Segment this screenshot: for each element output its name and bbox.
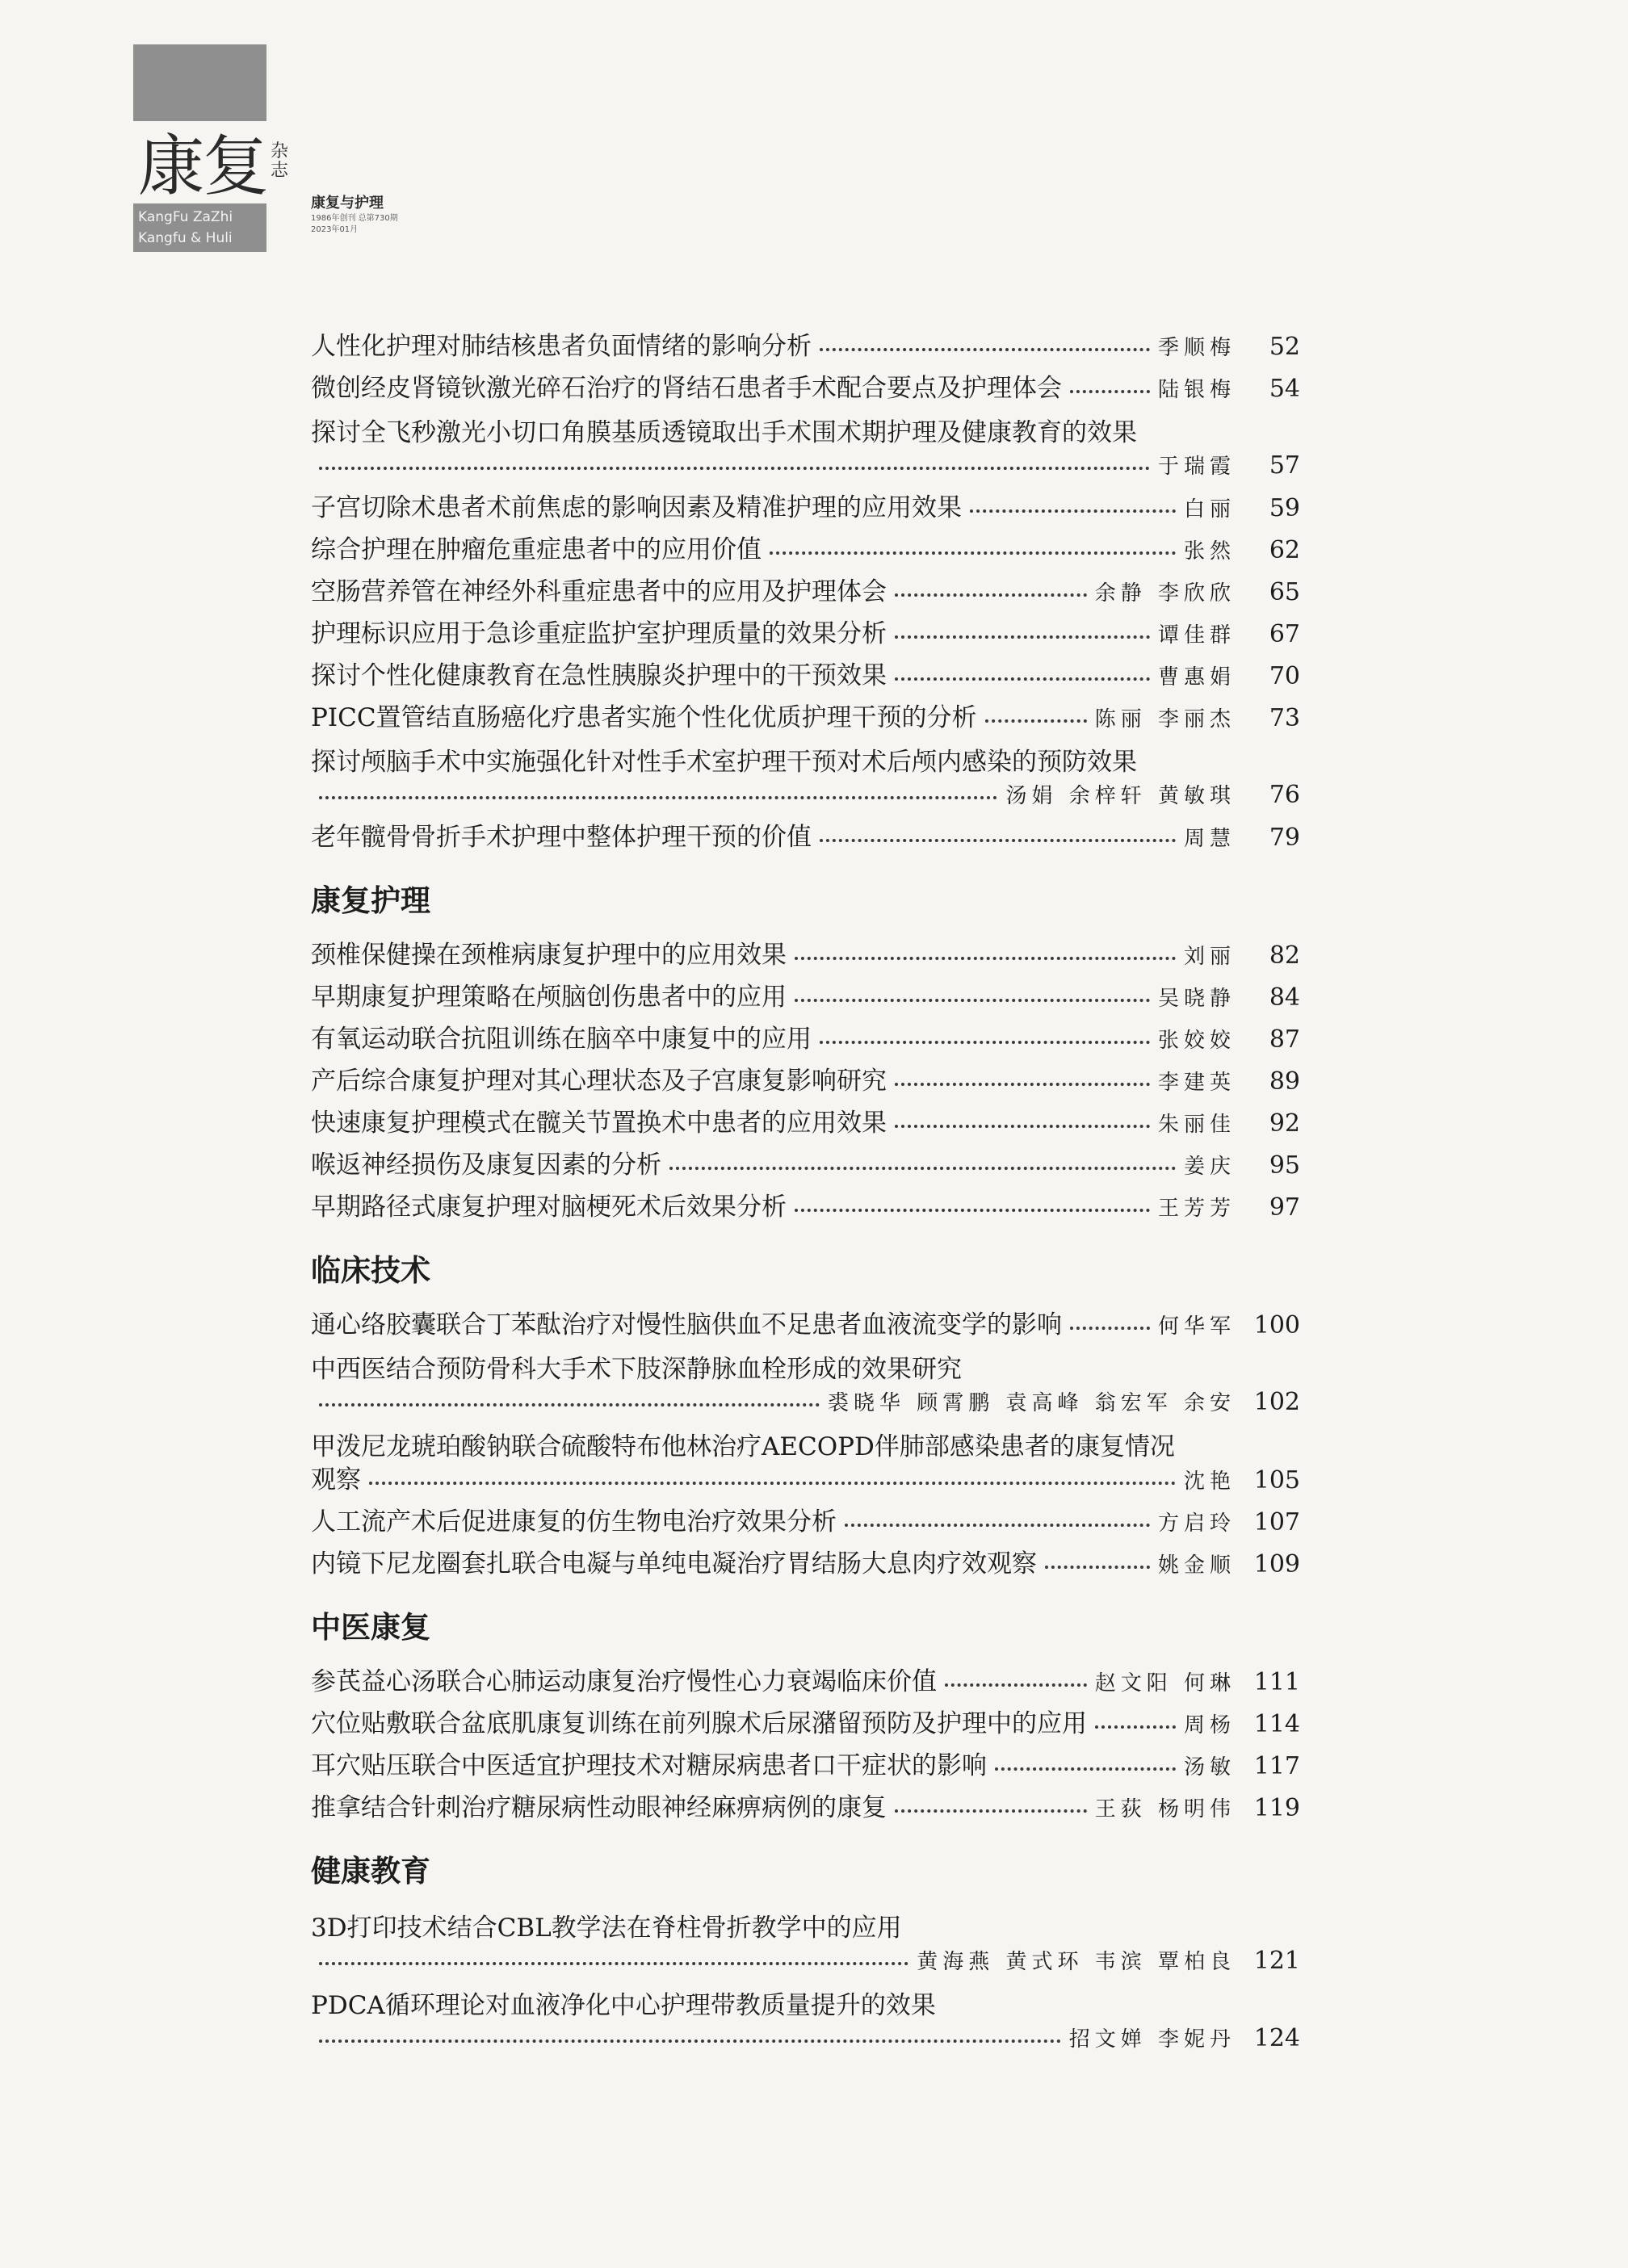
entry-title: 探讨个性化健康教育在急性胰腺炎护理中的干预效果 [311, 661, 887, 690]
entry-authors: 姚金顺 [1157, 1553, 1236, 1578]
entry-page: 111 [1253, 1668, 1300, 1696]
entry-title: 探讨颅脑手术中实施强化针对性手术室护理干预对术后颅内感染的预防效果 [311, 748, 1137, 777]
toc-entry[interactable] [311, 1192, 1300, 1222]
dot-leader [669, 1167, 1176, 1170]
masthead-pinyin-line1: KangFu ZaZhi [138, 209, 233, 225]
entry-page: 97 [1269, 1193, 1300, 1222]
table-of-contents [311, 331, 1300, 2065]
toc-entry[interactable] [311, 1066, 1300, 1096]
masthead-title-row [133, 121, 289, 210]
toc-entry[interactable] [311, 373, 1300, 404]
entry-title: PDCA循环理论对血液净化中心护理带教质量提升的效果 [311, 1991, 936, 2020]
toc-entry[interactable] [311, 1108, 1300, 1138]
entry-authors: 于瑞霞 [1157, 455, 1236, 479]
toc-entry[interactable] [311, 702, 1300, 733]
entry-title: 中西医结合预防骨科大手术下肢深静脉血栓形成的效果研究 [311, 1355, 962, 1384]
entry-page: 107 [1253, 1508, 1300, 1536]
entry-page: 114 [1253, 1710, 1300, 1738]
entry-title-line2: 观察 [311, 1465, 361, 1495]
toc-entry[interactable] [311, 1988, 1300, 2054]
dot-leader [1045, 1566, 1150, 1569]
entry-page: 76 [1269, 781, 1300, 809]
dot-leader [820, 839, 1176, 842]
entry-page: 70 [1269, 662, 1300, 690]
entry-page: 121 [1253, 1947, 1300, 1975]
entry-authors: 黄海燕 黄式环 韦滨 覃柏良 [917, 1950, 1236, 1974]
entry-authors: 白丽 [1183, 497, 1236, 522]
toc-entry[interactable] [311, 982, 1300, 1012]
dot-leader [970, 509, 1176, 513]
entry-page: 95 [1269, 1151, 1300, 1180]
masthead-pinyin-line2: Kangfu & Huli [138, 230, 233, 246]
section-heading: 康复护理 [311, 883, 430, 918]
dot-leader [369, 1482, 1176, 1485]
entry-title: 3D打印技术结合CBL教学法在脊柱骨折教学中的应用 [311, 1914, 902, 1943]
entry-page: 100 [1253, 1311, 1300, 1339]
dot-leader [895, 1083, 1150, 1086]
entry-authors: 吴晓静 [1157, 987, 1236, 1011]
dot-leader [795, 957, 1176, 960]
entry-page: 52 [1269, 333, 1300, 361]
dot-leader [1070, 1327, 1150, 1330]
dot-leader [820, 348, 1150, 351]
entry-page: 73 [1269, 704, 1300, 732]
toc-entry[interactable] [311, 1352, 1300, 1418]
entry-title: 参芪益心汤联合心肺运动康复治疗慢性心力衰竭临床价值 [311, 1667, 937, 1696]
dot-leader [895, 635, 1150, 639]
dot-leader [895, 593, 1087, 597]
entry-page: 62 [1269, 536, 1300, 564]
dot-leader [795, 1209, 1150, 1212]
toc-entry[interactable] [311, 1549, 1300, 1579]
entry-page: 65 [1269, 578, 1300, 606]
dot-leader [895, 1809, 1087, 1813]
entry-page: 67 [1269, 620, 1300, 648]
dot-leader [820, 1041, 1150, 1044]
entry-title: 探讨全飞秒激光小切口角膜基质透镜取出手术围术期护理及健康教育的效果 [311, 418, 1137, 447]
toc-entry[interactable] [311, 1910, 1300, 1977]
entry-title: 子宫切除术患者术前焦虑的影响因素及精准护理的应用效果 [311, 493, 962, 522]
entry-page: 109 [1253, 1550, 1300, 1578]
dot-leader [995, 1767, 1176, 1771]
toc-entry[interactable] [311, 1429, 1300, 1495]
entry-authors: 余静 李欣欣 [1094, 581, 1236, 606]
toc-entry[interactable] [311, 576, 1300, 607]
dot-leader [319, 1403, 820, 1406]
toc-entry[interactable] [311, 1666, 1300, 1697]
journal-date: 2023年01月 [311, 225, 359, 234]
entry-authors: 李建英 [1157, 1071, 1236, 1095]
entry-title: 通心络胶囊联合丁苯酞治疗对慢性脑供血不足患者血液流变学的影响 [311, 1310, 1062, 1339]
entry-title: 颈椎保健操在颈椎病康复护理中的应用效果 [311, 941, 787, 970]
dot-leader [319, 796, 997, 799]
entry-title: 人性化护理对肺结核患者负面情绪的影响分析 [311, 332, 812, 361]
masthead-logo-block [133, 44, 266, 121]
dot-leader [770, 551, 1176, 555]
toc-entry[interactable] [311, 660, 1300, 691]
entry-title: 快速康复护理模式在髋关节置换术中患者的应用效果 [311, 1109, 887, 1138]
entry-page: 117 [1253, 1752, 1300, 1780]
toc-entry[interactable] [311, 1507, 1300, 1537]
entry-title: 护理标识应用于急诊重症监护室护理质量的效果分析 [311, 619, 887, 648]
entry-title: 推拿结合针刺治疗糖尿病性动眼神经麻痹病例的康复 [311, 1793, 887, 1822]
entry-page: 84 [1269, 983, 1300, 1012]
masthead-info [311, 194, 398, 236]
entry-authors: 王荻 杨明伟 [1094, 1797, 1236, 1822]
entry-authors: 朱丽佳 [1157, 1113, 1236, 1137]
toc-entry[interactable] [311, 1150, 1300, 1180]
section-heading: 健康教育 [311, 1854, 430, 1889]
entry-title: 早期路径式康复护理对脑梗死术后效果分析 [311, 1193, 787, 1222]
entry-page: 89 [1269, 1067, 1300, 1096]
entry-page: 124 [1253, 2024, 1300, 2052]
section-heading: 临床技术 [311, 1253, 430, 1288]
entry-title-line1: 甲泼尼龙琥珀酸钠联合硫酸特布他林治疗AECOPD伴肺部感染患者的康复情况 [311, 1432, 1175, 1461]
entry-title: 喉返神经损伤及康复因素的分析 [311, 1151, 661, 1180]
entry-authors: 陆银梅 [1157, 378, 1236, 402]
entry-title: 耳穴贴压联合中医适宜护理技术对糖尿病患者口干症状的影响 [311, 1751, 987, 1780]
dot-leader [319, 1962, 908, 1965]
entry-authors: 张然 [1183, 539, 1236, 564]
dot-leader [895, 677, 1150, 681]
dot-leader [845, 1524, 1150, 1527]
dot-leader [945, 1683, 1087, 1687]
toc-entry[interactable] [311, 415, 1300, 481]
entry-page: 119 [1253, 1794, 1300, 1822]
toc-entry[interactable] [311, 535, 1300, 565]
dot-leader [319, 467, 1150, 470]
entry-title: 内镜下尼龙圈套扎联合电凝与单纯电凝治疗胃结肠大息肉疗效观察 [311, 1549, 1037, 1578]
entry-title: 人工流产术后促进康复的仿生物电治疗效果分析 [311, 1507, 837, 1536]
entry-page: 82 [1269, 941, 1300, 970]
entry-page: 92 [1269, 1109, 1300, 1138]
entry-title: 微创经皮肾镜钬激光碎石治疗的肾结石患者手术配合要点及护理体会 [311, 374, 1062, 403]
masthead [133, 44, 289, 252]
toc-entry[interactable] [311, 940, 1300, 971]
entry-authors: 赵文阳 何琳 [1094, 1671, 1236, 1696]
entry-authors: 陈丽 李丽杰 [1094, 707, 1236, 732]
entry-authors: 何华军 [1157, 1314, 1236, 1339]
masthead-title-small: 杂志 [271, 141, 289, 181]
section-heading: 中医康复 [311, 1610, 430, 1645]
entry-title: 空肠营养管在神经外科重症患者中的应用及护理体会 [311, 577, 887, 606]
entry-page: 54 [1269, 375, 1300, 403]
entry-page: 59 [1269, 494, 1300, 522]
toc-entry[interactable] [311, 618, 1300, 649]
entry-authors: 汤敏 [1183, 1755, 1236, 1780]
toc-entry[interactable] [311, 1750, 1300, 1781]
entry-authors: 方启玲 [1157, 1511, 1236, 1536]
entry-authors: 曹惠娟 [1157, 665, 1236, 690]
dot-leader [985, 719, 1087, 723]
entry-authors: 招文婵 李妮丹 [1068, 2027, 1236, 2052]
toc-entry[interactable] [311, 1792, 1300, 1823]
entry-authors: 周杨 [1183, 1713, 1236, 1738]
journal-name: 康复与护理 [311, 195, 384, 212]
entry-title: 早期康复护理策略在颅脑创伤患者中的应用 [311, 983, 787, 1012]
entry-authors: 刘丽 [1183, 945, 1236, 969]
entry-authors: 裘晓华 顾霄鹏 袁高峰 翁宏军 余安 [827, 1391, 1236, 1415]
entry-authors: 王芳芳 [1157, 1197, 1236, 1221]
entry-authors: 季顺梅 [1157, 336, 1236, 360]
journal-founding: 1986年创刊 总第730期 [311, 214, 398, 223]
entry-title: PICC置管结直肠癌化疗患者实施个性化优质护理干预的分析 [311, 703, 977, 732]
toc-entry[interactable] [311, 1310, 1300, 1340]
entry-authors: 周慧 [1183, 827, 1236, 851]
entry-authors: 汤娟 余梓轩 黄敏琪 [1005, 784, 1236, 808]
entry-page: 79 [1269, 824, 1300, 852]
entry-title: 产后综合康复护理对其心理状态及子宫康复影响研究 [311, 1067, 887, 1096]
entry-page: 57 [1269, 451, 1300, 480]
masthead-title: 康复 [138, 128, 268, 205]
entry-title: 有氧运动联合抗阻训练在脑卒中康复中的应用 [311, 1025, 812, 1054]
entry-title: 老年髋骨骨折手术护理中整体护理干预的价值 [311, 823, 812, 852]
entry-page: 87 [1269, 1025, 1300, 1054]
toc-entry[interactable] [311, 822, 1300, 853]
dot-leader [1095, 1725, 1176, 1729]
entry-title: 穴位贴敷联合盆底肌康复训练在前列腺术后尿潴留预防及护理中的应用 [311, 1709, 1087, 1738]
toc-entry[interactable] [311, 744, 1300, 811]
dot-leader [319, 2040, 1061, 2043]
entry-page: 102 [1253, 1388, 1300, 1416]
toc-entry[interactable] [311, 1024, 1300, 1054]
entry-authors: 姜庆 [1183, 1155, 1236, 1179]
entry-title: 综合护理在肿瘤危重症患者中的应用价值 [311, 535, 762, 564]
toc-entry[interactable] [311, 493, 1300, 523]
toc-entry[interactable] [311, 331, 1300, 362]
toc-entry[interactable] [311, 1708, 1300, 1739]
dot-leader [795, 999, 1150, 1002]
entry-authors: 沈艳 [1183, 1469, 1236, 1494]
entry-page: 105 [1253, 1466, 1300, 1495]
dot-leader [1070, 390, 1150, 393]
entry-authors: 谭佳群 [1157, 623, 1236, 648]
dot-leader [895, 1125, 1150, 1128]
entry-authors: 张姣姣 [1157, 1029, 1236, 1053]
masthead-pinyin [133, 203, 266, 252]
